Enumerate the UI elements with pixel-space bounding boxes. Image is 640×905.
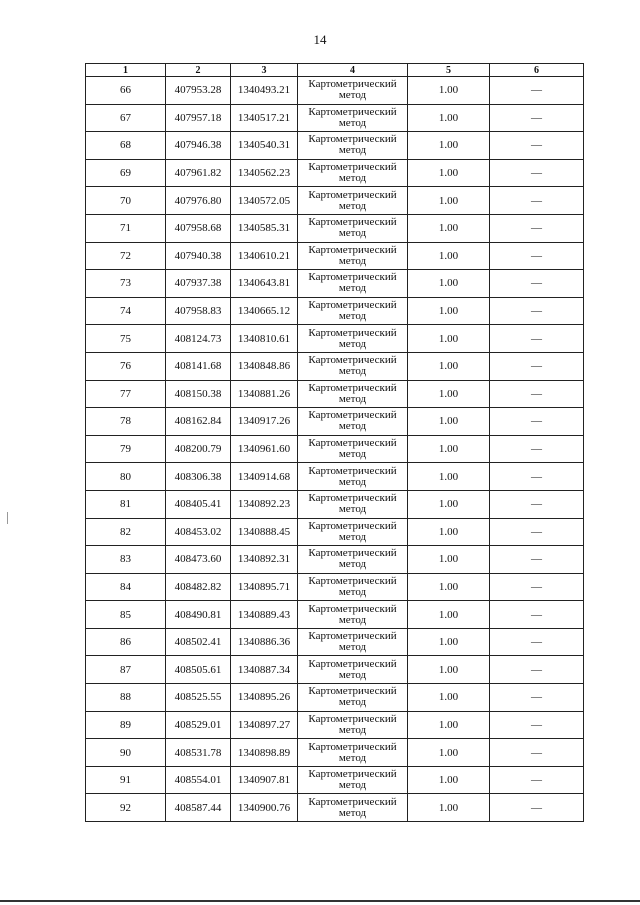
method-text-line: Картометрический	[308, 492, 397, 505]
note-cell: —	[490, 573, 584, 601]
table-row	[86, 684, 584, 712]
y-coordinate-cell: 1340889.43	[231, 601, 298, 629]
point-number-cell: 73	[86, 270, 166, 298]
note-cell: —	[490, 490, 584, 518]
x-coordinate-cell: 408141.68	[166, 352, 231, 380]
method-text-line: метод	[338, 310, 367, 323]
method-text-line: Картометрический	[308, 657, 397, 670]
method-cell	[298, 435, 408, 463]
method-cell	[298, 766, 408, 794]
table-row	[86, 325, 584, 353]
y-coordinate-cell: 1340917.26	[231, 408, 298, 436]
method-text-line: Картометрический	[308, 547, 397, 560]
y-coordinate-cell: 1340848.86	[231, 352, 298, 380]
y-coordinate-cell: 1340961.60	[231, 435, 298, 463]
accuracy-cell: 1.00	[408, 601, 490, 629]
y-coordinate-cell: 1340572.05	[231, 187, 298, 215]
table-row	[86, 711, 584, 739]
header-col-6: 6	[490, 64, 584, 77]
method-text-line: Картометрический	[308, 574, 397, 587]
method-text-line: Картометрический	[308, 409, 397, 422]
margin-mark	[7, 512, 8, 524]
note-cell: —	[490, 380, 584, 408]
note-cell: —	[490, 546, 584, 574]
method-text-line: Картометрический	[308, 243, 397, 256]
accuracy-cell: 1.00	[408, 490, 490, 518]
method-text-line: метод	[338, 696, 367, 709]
method-cell	[298, 628, 408, 656]
method-text-line: метод	[338, 475, 367, 488]
method-text-line: Картометрический	[308, 795, 397, 808]
point-number-cell: 82	[86, 518, 166, 546]
point-number-cell: 71	[86, 214, 166, 242]
accuracy-cell: 1.00	[408, 104, 490, 132]
table-row	[86, 739, 584, 767]
method-text-line: метод	[338, 723, 367, 736]
note-cell: —	[490, 739, 584, 767]
note-cell: —	[490, 104, 584, 132]
x-coordinate-cell: 408150.38	[166, 380, 231, 408]
point-number-cell: 85	[86, 601, 166, 629]
point-number-cell: 68	[86, 132, 166, 160]
method-text-line: Картометрический	[308, 271, 397, 284]
point-number-cell: 81	[86, 490, 166, 518]
table-row	[86, 77, 584, 105]
header-col-1: 1	[86, 64, 166, 77]
x-coordinate-cell: 408482.82	[166, 573, 231, 601]
table-row	[86, 297, 584, 325]
note-cell: —	[490, 408, 584, 436]
table-row	[86, 463, 584, 491]
table-row	[86, 490, 584, 518]
table-row	[86, 628, 584, 656]
accuracy-cell: 1.00	[408, 684, 490, 712]
page-bottom-border	[0, 900, 640, 902]
x-coordinate-cell: 407946.38	[166, 132, 231, 160]
table-row	[86, 656, 584, 684]
method-cell	[298, 490, 408, 518]
method-cell	[298, 214, 408, 242]
method-cell	[298, 352, 408, 380]
note-cell: —	[490, 132, 584, 160]
point-number-cell: 72	[86, 242, 166, 270]
method-text-line: метод	[338, 806, 367, 819]
coordinates-table	[85, 63, 584, 822]
method-text-line: Картометрический	[308, 188, 397, 201]
accuracy-cell: 1.00	[408, 270, 490, 298]
y-coordinate-cell: 1340643.81	[231, 270, 298, 298]
method-cell	[298, 463, 408, 491]
method-cell	[298, 325, 408, 353]
x-coordinate-cell: 407940.38	[166, 242, 231, 270]
accuracy-cell: 1.00	[408, 435, 490, 463]
y-coordinate-cell: 1340898.89	[231, 739, 298, 767]
note-cell: —	[490, 766, 584, 794]
point-number-cell: 90	[86, 739, 166, 767]
accuracy-cell: 1.00	[408, 408, 490, 436]
method-text-line: Картометрический	[308, 299, 397, 312]
point-number-cell: 70	[86, 187, 166, 215]
method-text-line: метод	[338, 254, 367, 267]
table-row	[86, 104, 584, 132]
note-cell: —	[490, 628, 584, 656]
table-row	[86, 766, 584, 794]
y-coordinate-cell: 1340900.76	[231, 794, 298, 822]
x-coordinate-cell: 408490.81	[166, 601, 231, 629]
y-coordinate-cell: 1340892.23	[231, 490, 298, 518]
method-text-line: Картометрический	[308, 519, 397, 532]
method-text-line: метод	[338, 199, 367, 212]
x-coordinate-cell: 407958.68	[166, 214, 231, 242]
note-cell: —	[490, 711, 584, 739]
x-coordinate-cell: 408505.61	[166, 656, 231, 684]
method-text-line: Картометрический	[308, 326, 397, 339]
method-text-line: метод	[338, 613, 367, 626]
point-number-cell: 87	[86, 656, 166, 684]
y-coordinate-cell: 1340665.12	[231, 297, 298, 325]
method-cell	[298, 684, 408, 712]
method-text-line: метод	[338, 641, 367, 654]
header-col-4: 4	[298, 64, 408, 77]
method-cell	[298, 187, 408, 215]
table-body	[86, 77, 584, 822]
note-cell: —	[490, 601, 584, 629]
table-row	[86, 132, 584, 160]
y-coordinate-cell: 1340881.26	[231, 380, 298, 408]
y-coordinate-cell: 1340540.31	[231, 132, 298, 160]
method-text-line: Картометрический	[308, 740, 397, 753]
y-coordinate-cell: 1340907.81	[231, 766, 298, 794]
method-cell	[298, 242, 408, 270]
y-coordinate-cell: 1340886.36	[231, 628, 298, 656]
y-coordinate-cell: 1340610.21	[231, 242, 298, 270]
method-text-line: метод	[338, 503, 367, 516]
point-number-cell: 69	[86, 159, 166, 187]
accuracy-cell: 1.00	[408, 573, 490, 601]
note-cell: —	[490, 242, 584, 270]
method-text-line: метод	[338, 420, 367, 433]
method-text-line: метод	[338, 392, 367, 405]
point-number-cell: 75	[86, 325, 166, 353]
note-cell: —	[490, 794, 584, 822]
method-cell	[298, 408, 408, 436]
method-cell	[298, 601, 408, 629]
method-text-line: метод	[338, 448, 367, 461]
method-text-line: метод	[338, 530, 367, 543]
note-cell: —	[490, 187, 584, 215]
x-coordinate-cell: 408453.02	[166, 518, 231, 546]
y-coordinate-cell: 1340914.68	[231, 463, 298, 491]
accuracy-cell: 1.00	[408, 242, 490, 270]
y-coordinate-cell: 1340517.21	[231, 104, 298, 132]
method-cell	[298, 546, 408, 574]
accuracy-cell: 1.00	[408, 187, 490, 215]
accuracy-cell: 1.00	[408, 325, 490, 353]
method-text-line: Картометрический	[308, 105, 397, 118]
x-coordinate-cell: 408502.41	[166, 628, 231, 656]
method-text-line: Картометрический	[308, 354, 397, 367]
note-cell: —	[490, 159, 584, 187]
header-col-5: 5	[408, 64, 490, 77]
note-cell: —	[490, 463, 584, 491]
method-cell	[298, 711, 408, 739]
point-number-cell: 79	[86, 435, 166, 463]
method-text-line: метод	[338, 751, 367, 764]
method-cell	[298, 297, 408, 325]
y-coordinate-cell: 1340887.34	[231, 656, 298, 684]
x-coordinate-cell: 408525.55	[166, 684, 231, 712]
method-cell	[298, 77, 408, 105]
table-row	[86, 408, 584, 436]
method-text-line: метод	[338, 585, 367, 598]
x-coordinate-cell: 407937.38	[166, 270, 231, 298]
method-text-line: метод	[338, 172, 367, 185]
method-text-line: метод	[338, 668, 367, 681]
point-number-cell: 86	[86, 628, 166, 656]
accuracy-cell: 1.00	[408, 656, 490, 684]
method-cell	[298, 573, 408, 601]
x-coordinate-cell: 408531.78	[166, 739, 231, 767]
method-text-line: Картометрический	[308, 437, 397, 450]
table-row	[86, 352, 584, 380]
method-cell	[298, 380, 408, 408]
note-cell: —	[490, 684, 584, 712]
method-text-line: метод	[338, 282, 367, 295]
x-coordinate-cell: 408306.38	[166, 463, 231, 491]
method-cell	[298, 518, 408, 546]
method-text-line: Картометрический	[308, 768, 397, 781]
x-coordinate-cell: 407953.28	[166, 77, 231, 105]
table-row	[86, 380, 584, 408]
x-coordinate-cell: 407976.80	[166, 187, 231, 215]
table-row	[86, 435, 584, 463]
point-number-cell: 78	[86, 408, 166, 436]
table-row	[86, 270, 584, 298]
method-cell	[298, 656, 408, 684]
x-coordinate-cell: 407957.18	[166, 104, 231, 132]
table-header-row	[86, 64, 584, 77]
note-cell: —	[490, 214, 584, 242]
method-cell	[298, 794, 408, 822]
header-col-3: 3	[231, 64, 298, 77]
point-number-cell: 67	[86, 104, 166, 132]
table-row	[86, 573, 584, 601]
y-coordinate-cell: 1340562.23	[231, 159, 298, 187]
table-row	[86, 187, 584, 215]
point-number-cell: 77	[86, 380, 166, 408]
point-number-cell: 88	[86, 684, 166, 712]
y-coordinate-cell: 1340892.31	[231, 546, 298, 574]
accuracy-cell: 1.00	[408, 518, 490, 546]
note-cell: —	[490, 325, 584, 353]
method-cell	[298, 104, 408, 132]
method-cell	[298, 739, 408, 767]
table-row	[86, 159, 584, 187]
method-text-line: Картометрический	[308, 216, 397, 229]
y-coordinate-cell: 1340585.31	[231, 214, 298, 242]
method-text-line: метод	[338, 116, 367, 129]
method-text-line: метод	[338, 89, 367, 102]
x-coordinate-cell: 408200.79	[166, 435, 231, 463]
method-text-line: Картометрический	[308, 712, 397, 725]
table-row	[86, 546, 584, 574]
accuracy-cell: 1.00	[408, 628, 490, 656]
accuracy-cell: 1.00	[408, 463, 490, 491]
y-coordinate-cell: 1340493.21	[231, 77, 298, 105]
note-cell: —	[490, 435, 584, 463]
method-text-line: Картометрический	[308, 161, 397, 174]
y-coordinate-cell: 1340897.27	[231, 711, 298, 739]
y-coordinate-cell: 1340888.45	[231, 518, 298, 546]
note-cell: —	[490, 297, 584, 325]
y-coordinate-cell: 1340895.26	[231, 684, 298, 712]
method-text-line: Картометрический	[308, 133, 397, 146]
page-number: 14	[313, 32, 327, 47]
accuracy-cell: 1.00	[408, 546, 490, 574]
y-coordinate-cell: 1340895.71	[231, 573, 298, 601]
x-coordinate-cell: 408473.60	[166, 546, 231, 574]
method-cell	[298, 270, 408, 298]
method-text-line: метод	[338, 779, 367, 792]
method-text-line: метод	[338, 558, 367, 571]
method-text-line: Картометрический	[308, 685, 397, 698]
table-row	[86, 794, 584, 822]
note-cell: —	[490, 518, 584, 546]
x-coordinate-cell: 408587.44	[166, 794, 231, 822]
point-number-cell: 74	[86, 297, 166, 325]
table-row	[86, 601, 584, 629]
accuracy-cell: 1.00	[408, 297, 490, 325]
accuracy-cell: 1.00	[408, 766, 490, 794]
method-cell	[298, 159, 408, 187]
x-coordinate-cell: 408405.41	[166, 490, 231, 518]
x-coordinate-cell: 408124.73	[166, 325, 231, 353]
x-coordinate-cell: 408162.84	[166, 408, 231, 436]
point-number-cell: 83	[86, 546, 166, 574]
method-text-line: метод	[338, 337, 367, 350]
x-coordinate-cell: 408529.01	[166, 711, 231, 739]
x-coordinate-cell: 407958.83	[166, 297, 231, 325]
point-number-cell: 84	[86, 573, 166, 601]
accuracy-cell: 1.00	[408, 159, 490, 187]
accuracy-cell: 1.00	[408, 794, 490, 822]
method-text-line: метод	[338, 227, 367, 240]
method-text-line: Картометрический	[308, 630, 397, 643]
method-text-line: Картометрический	[308, 464, 397, 477]
method-text-line: Картометрический	[308, 78, 397, 91]
accuracy-cell: 1.00	[408, 77, 490, 105]
point-number-cell: 80	[86, 463, 166, 491]
method-text-line: Картометрический	[308, 381, 397, 394]
point-number-cell: 92	[86, 794, 166, 822]
note-cell: —	[490, 352, 584, 380]
x-coordinate-cell: 407961.82	[166, 159, 231, 187]
accuracy-cell: 1.00	[408, 132, 490, 160]
note-cell: —	[490, 656, 584, 684]
note-cell: —	[490, 77, 584, 105]
method-text-line: Картометрический	[308, 602, 397, 615]
point-number-cell: 91	[86, 766, 166, 794]
accuracy-cell: 1.00	[408, 711, 490, 739]
point-number-cell: 66	[86, 77, 166, 105]
header-col-2: 2	[166, 64, 231, 77]
y-coordinate-cell: 1340810.61	[231, 325, 298, 353]
method-text-line: метод	[338, 144, 367, 157]
table-row	[86, 214, 584, 242]
accuracy-cell: 1.00	[408, 214, 490, 242]
method-text-line: метод	[338, 365, 367, 378]
point-number-cell: 76	[86, 352, 166, 380]
table-row	[86, 242, 584, 270]
accuracy-cell: 1.00	[408, 380, 490, 408]
x-coordinate-cell: 408554.01	[166, 766, 231, 794]
point-number-cell: 89	[86, 711, 166, 739]
note-cell: —	[490, 270, 584, 298]
table-row	[86, 518, 584, 546]
accuracy-cell: 1.00	[408, 352, 490, 380]
method-cell	[298, 132, 408, 160]
accuracy-cell: 1.00	[408, 739, 490, 767]
